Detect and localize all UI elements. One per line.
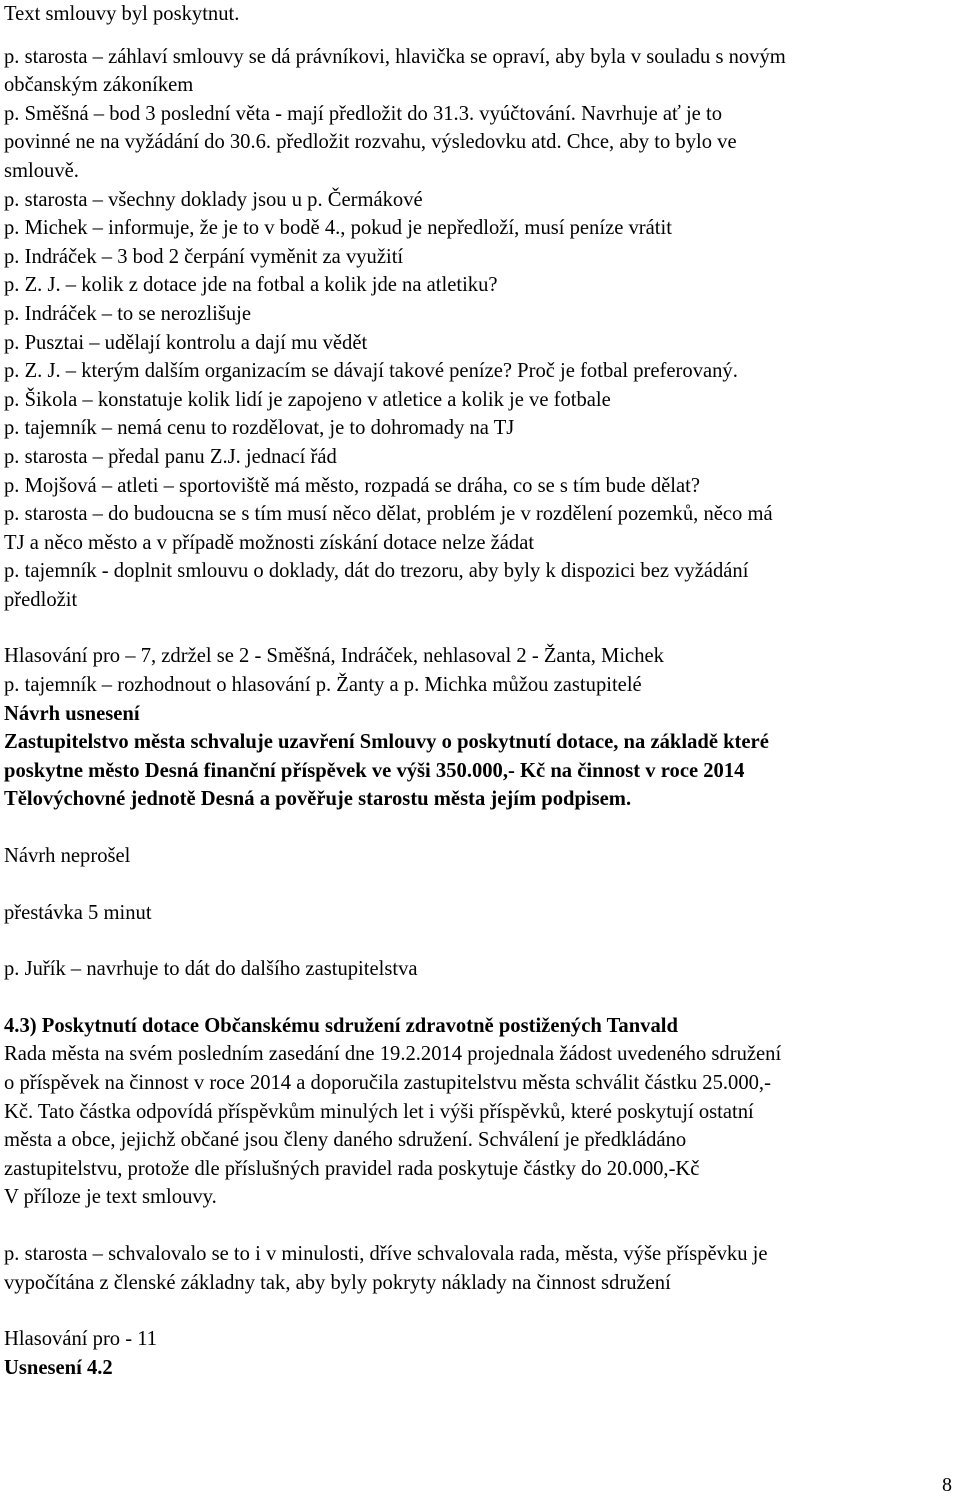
not-passed-note: Návrh neprošel (4, 845, 131, 868)
paragraph-line: Text smlouvy byl poskytnut. (4, 3, 240, 25)
paragraph-line: vypočítána z členské základny tak, aby byly pokryty náklady na činnost sdružení (4, 1271, 671, 1294)
paragraph-line: Kč. Tato částka odpovídá příspěvkům minulých let i výši příspěvků, které poskytují ostatní (4, 1100, 754, 1123)
page-number: 8 (942, 1474, 952, 1496)
paragraph-line: p. starosta – schvalovalo se to i v minulosti, dříve schvalovala rada, města, výše příspěvku je (4, 1242, 768, 1265)
spacer (4, 927, 956, 955)
resolution-line: Zastupitelstvo města schvaluje uzavření Smlouvy o poskytnutí dotace, na základě které (4, 731, 769, 754)
spacer (4, 29, 956, 43)
paragraph-line: p. Indráček – to se nerozlišuje (4, 302, 252, 325)
paragraph-line: města a obce, jejichž občané jsou členy daného sdružení. Schválení je předkládáno (4, 1129, 687, 1152)
paragraph-line: p. Z. J. – kolik z dotace jde na fotbal a kolik jde na atletiku? (4, 274, 498, 297)
paragraph-line: V příloze je text smlouvy. (4, 1186, 217, 1209)
spacer (4, 1212, 956, 1240)
resolution-line: Tělovýchovné jednotě Desná a pověřuje starostu města jejím podpisem. (4, 788, 632, 811)
resolution-text (4, 728, 956, 814)
paragraph-line: předložit (4, 588, 78, 611)
paragraph-line: TJ a něco město a v případě možnosti získání dotace nelze žádat (4, 531, 535, 554)
paragraph-line: Hlasování pro – 7, zdržel se 2 - Směšná, Indráček, nehlasoval 2 - Žanta, Michek (4, 645, 664, 668)
break-note: přestávka 5 minut (4, 901, 152, 924)
paragraph-line: občanským zákoníkem (4, 74, 194, 97)
section-heading: 4.3) Poskytnutí dotace Občanskému sdružení zdravotně postižených Tanvald (4, 1014, 678, 1037)
paragraph-line: p. starosta – záhlaví smlouvy se dá právníkovi, hlavička se opraví, aby byla v souladu s novým (4, 45, 786, 68)
paragraph-line: povinné ne na vyžádání do 30.6. předložit rozvahu, výsledovku atd. Chce, aby to bylo ve (4, 131, 737, 154)
vote-block (4, 642, 956, 699)
vote-result: Hlasování pro - 11 (4, 1328, 158, 1351)
paragraph-line: p. starosta – všechny doklady jsou u p. Čermákové (4, 188, 423, 211)
spacer (4, 984, 956, 1012)
paragraph-line: Rada města na svém posledním zasedání dne 19.2.2014 projednala žádost uvedeného sdružení (4, 1043, 782, 1066)
paragraph-line: p. Indráček – 3 bod 2 čerpání vyměnit za využití (4, 245, 404, 268)
spacer (4, 814, 956, 842)
spacer (4, 1297, 956, 1325)
paragraph-line: o příspěvek na činnost v roce 2014 a doporučila zastupitelstvu města schválit částku 25.000,- (4, 1072, 771, 1094)
spacer (4, 614, 956, 642)
paragraph-line: p. tajemník - doplnit smlouvu o doklady, dát do trezoru, aby byly k dispozici bez vyžádání (4, 560, 749, 583)
paragraph-line: p. tajemník – rozhodnout o hlasování p. Žanty a p. Michka můžou zastupitelé (4, 674, 642, 697)
paragraph-line: p. Směšná – bod 3 poslední věta - mají předložit do 31.3. vyúčtování. Navrhuje ať je to (4, 102, 722, 125)
resolution-line: poskytne město Desná finanční příspěvek ve výši 350.000,- Kč na činnost v roce 2014 (4, 759, 745, 782)
paragraph-line: zastupitelstvu, protože dle příslušných pravidel rada poskytuje částky do 20.000,-Kč (4, 1157, 700, 1180)
paragraph-line: p. Mojšová – atleti – sportoviště má město, rozpadá se dráha, co se s tím bude dělat? (4, 474, 701, 497)
discussion-block (4, 43, 956, 615)
proposal-heading: Návrh usnesení (4, 702, 140, 725)
paragraph-line: p. starosta – do budoucna se s tím musí něco dělat, problém je v rozdělení pozemků, něco má (4, 503, 773, 526)
resolution-number: Usnesení 4.2 (4, 1356, 113, 1379)
paragraph-line: p. Z. J. – kterým dalším organizacím se dávají takové peníze? Proč je fotbal preferovaný. (4, 360, 738, 383)
paragraph-line: p. tajemník – nemá cenu to rozdělovat, je to dohromady na TJ (4, 417, 515, 440)
paragraph-line: p. Šikola – konstatuje kolik lidí je zapojeno v atletice a kolik je ve fotbale (4, 388, 611, 411)
mayor-note (4, 1240, 956, 1297)
jurik-note: p. Juřík – navrhuje to dát do dalšího zastupitelstva (4, 958, 418, 981)
section-body (4, 1040, 956, 1212)
paragraph-line: p. Pusztai – udělají kontrolu a dají mu vědět (4, 331, 368, 354)
paragraph-line: p. Michek – informuje, že je to v bodě 4., pokud je nepředloží, musí peníze vrátit (4, 217, 672, 240)
paragraph-line: smlouvě. (4, 159, 79, 182)
paragraph-line: p. starosta – předal panu Z.J. jednací řád (4, 445, 337, 468)
spacer (4, 871, 956, 899)
